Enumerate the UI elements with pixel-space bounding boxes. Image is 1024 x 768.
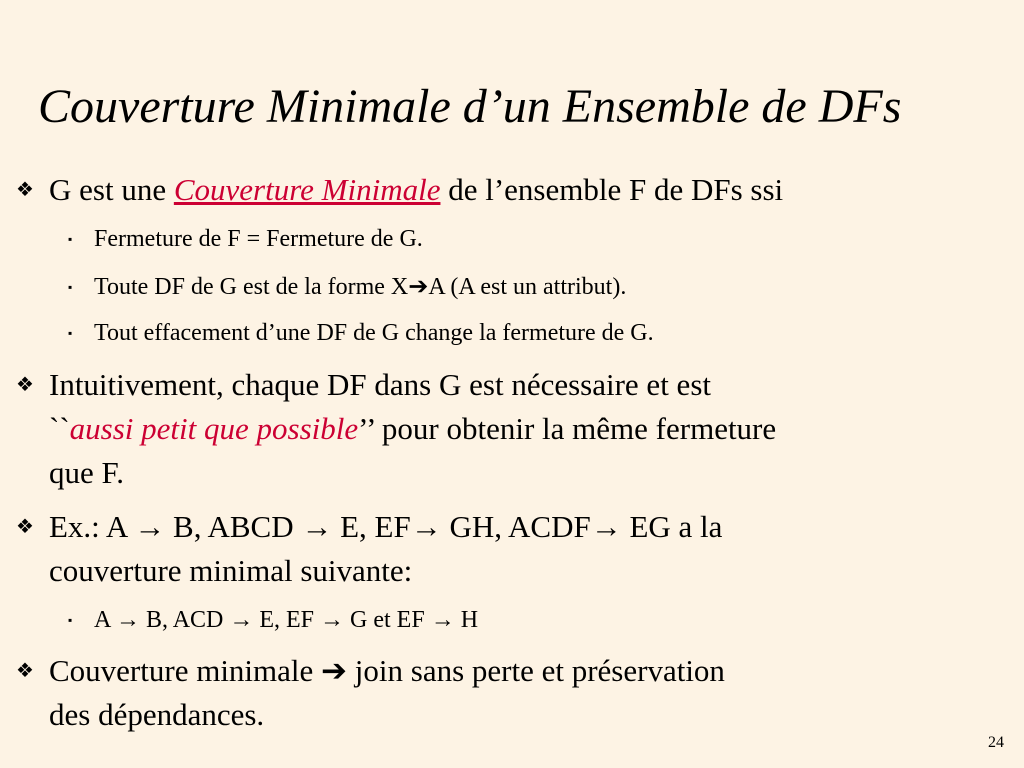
sub-bullet-closure: [68, 223, 423, 255]
sub-bullet-text: Tout effacement d’une DF de G change la fermeture de G.: [94, 320, 654, 346]
page-number: 24: [988, 734, 1004, 751]
bullet-line-1: Intuitivement, chaque DF dans G est nécessaire et est: [49, 367, 711, 402]
square-bullet-icon: ▪: [68, 280, 73, 294]
diamond-bullet-icon: ❖: [16, 179, 34, 201]
bullet-line-2-rest: pour obtenir la même fermeture: [374, 411, 777, 446]
bullet-conclusion: [16, 649, 994, 737]
sub-bullet-text: Fermeture de F = Fermeture de G.: [94, 226, 423, 252]
square-bullet-icon: ▪: [68, 326, 73, 340]
bullet-intuition: [16, 363, 994, 495]
diamond-bullet-icon: ❖: [16, 374, 34, 396]
sub-bullet-example-result: [68, 604, 479, 636]
diamond-bullet-icon: ❖: [16, 516, 34, 538]
example-line-1: Ex.: A → B, ABCD → E, EF→ GH, ACDF→ EG a la: [49, 509, 723, 544]
slide-title: Couverture Minimale d’un Ensemble de DFs: [38, 80, 902, 133]
sub-bullet-text: Toute DF de G est de la forme X➔A (A est un attribut).: [94, 274, 627, 300]
sub-bullet-deletion: [68, 317, 654, 349]
square-bullet-icon: ▪: [68, 232, 73, 246]
diamond-bullet-icon: ❖: [16, 660, 34, 682]
open-quote: ``: [49, 411, 70, 446]
square-bullet-icon: ▪: [68, 613, 73, 627]
right-arrow-icon: ➔: [321, 653, 348, 689]
conclusion-line-2: des dépendances.: [49, 697, 265, 732]
conclusion-prefix: Couverture minimale: [49, 653, 322, 688]
sub-bullet-text: A → B, ACD → E, EF → G et EF → H: [94, 607, 479, 633]
emphasis-term: Couverture Minimale: [173, 172, 441, 207]
close-quote: ’’: [358, 411, 375, 446]
bullet-text-prefix: G est une: [49, 172, 174, 207]
conclusion-suffix: join sans perte et préservation: [347, 653, 725, 688]
bullet-minimal-cover-definition: [16, 168, 994, 212]
emphasis-phrase: aussi petit que possible: [69, 411, 359, 446]
bullet-line-3: que F.: [49, 455, 125, 490]
sub-bullet-form: [68, 271, 627, 303]
bullet-text-suffix: de l’ensemble F de DFs ssi: [440, 172, 784, 207]
example-line-2: couverture minimal suivante:: [49, 553, 413, 588]
bullet-example: [16, 505, 994, 593]
